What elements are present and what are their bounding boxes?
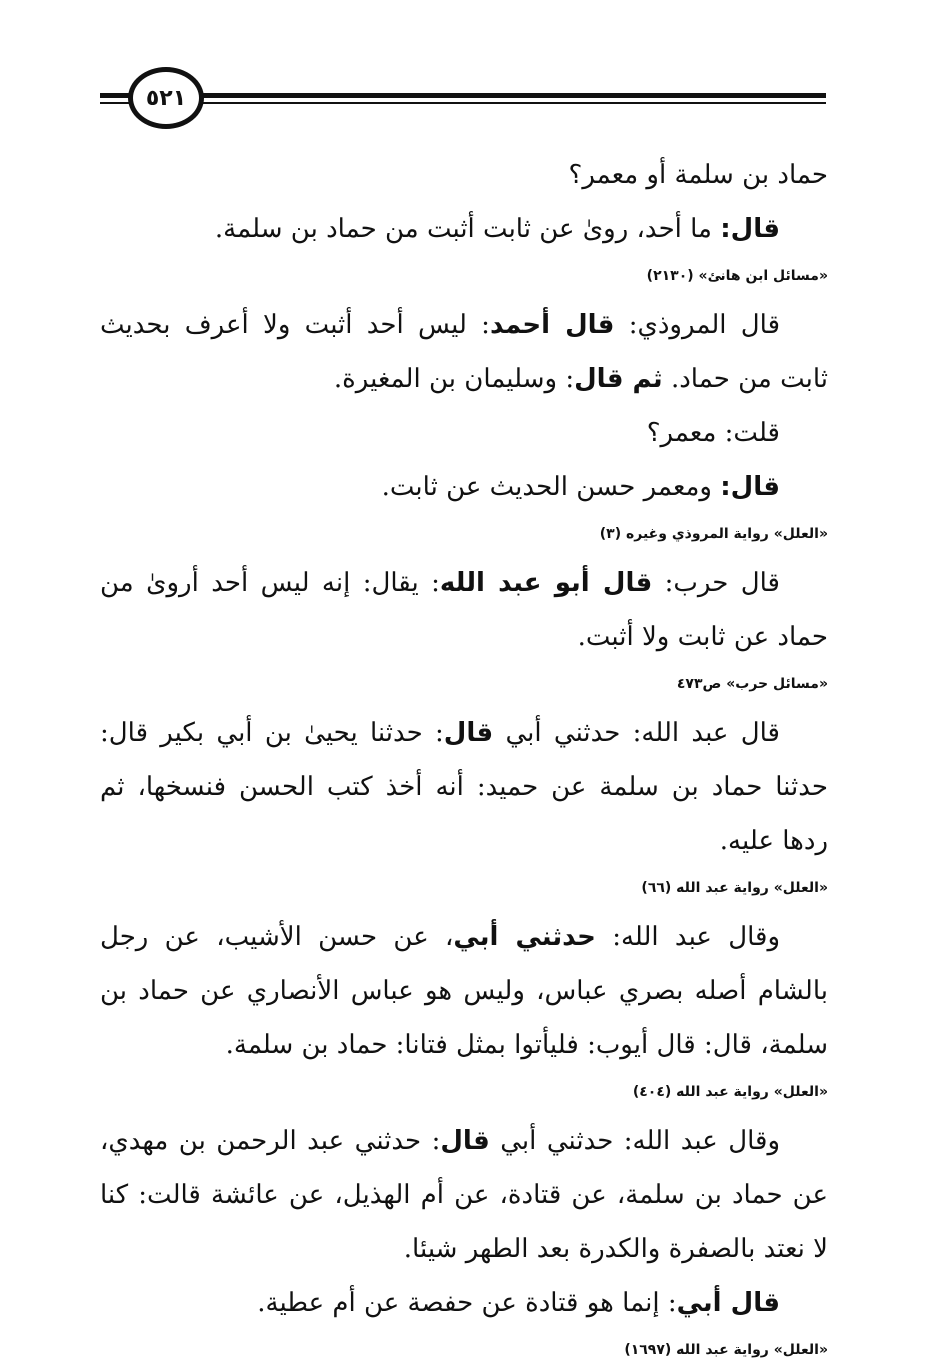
header-rule-thick	[100, 93, 826, 98]
source-citation: «العلل» رواية عبد الله (٦٦)	[641, 880, 828, 896]
paragraph: حماد بن سلمة أو معمر؟	[568, 160, 828, 190]
header-rule-thin	[100, 102, 826, 104]
source-citation: «مسائل ابن هانئ» (٢١٣٠)	[646, 268, 828, 284]
page-header	[0, 0, 938, 140]
paragraph: قال أبي: إنما هو قتادة عن حفصة عن أم عطية.	[257, 1288, 780, 1318]
paragraph: قال حرب: قال أبو عبد الله: يقال: إنه ليس أحد أروىٰ من حماد عن ثابت ولا أثبت.	[100, 568, 828, 652]
source-citation: «مسائل حرب» ص٤٧٣	[676, 676, 828, 692]
source-citation: «العلل» رواية عبد الله (٤٠٤)	[632, 1084, 828, 1100]
paragraph: قال عبد الله: حدثني أبي قال: حدثنا يحيىٰ بن أبي بكير قال: حدثنا حماد بن سلمة عن حميد: أنه أخذ كتب الحسن فنسخها، ثم ردها عليه.	[100, 718, 828, 856]
source-citation: «العلل» رواية عبد الله (١٦٩٧)	[624, 1342, 828, 1358]
page-number: ٥٢١	[145, 85, 187, 111]
page-body	[100, 148, 828, 1372]
paragraph: وقال عبد الله: حدثني أبي، عن حسن الأشيب، عن رجل بالشام أصله بصري عباس، وليس هو عباس الأنصاري عن حماد بن سلمة، قال: قال أيوب: فليأتوا بمثل فتانا: حماد بن سلمة.	[100, 922, 828, 1060]
page-number-badge	[128, 67, 204, 129]
paragraph: قال: ومعمر حسن الحديث عن ثابت.	[381, 472, 780, 502]
source-citation: «العلل» رواية المروذي وغيره (٣)	[599, 526, 828, 542]
paragraph: قلت: معمر؟	[646, 418, 780, 448]
paragraph: قال المروذي: قال أحمد: ليس أحد أثبت ولا أعرف بحديث ثابت من حماد. ثم قال: وسليمان بن المغيرة.	[100, 310, 828, 394]
paragraph: وقال عبد الله: حدثني أبي قال: حدثني عبد الرحمن بن مهدي، عن حماد بن سلمة، عن قتادة، عن أم الهذيل، عن عائشة قالت: كنا لا نعتد بالصفرة والكدرة بعد الطهر شيئا.	[100, 1126, 828, 1264]
paragraph: قال: ما أحد، روىٰ عن ثابت أثبت من حماد بن سلمة.	[214, 214, 780, 244]
